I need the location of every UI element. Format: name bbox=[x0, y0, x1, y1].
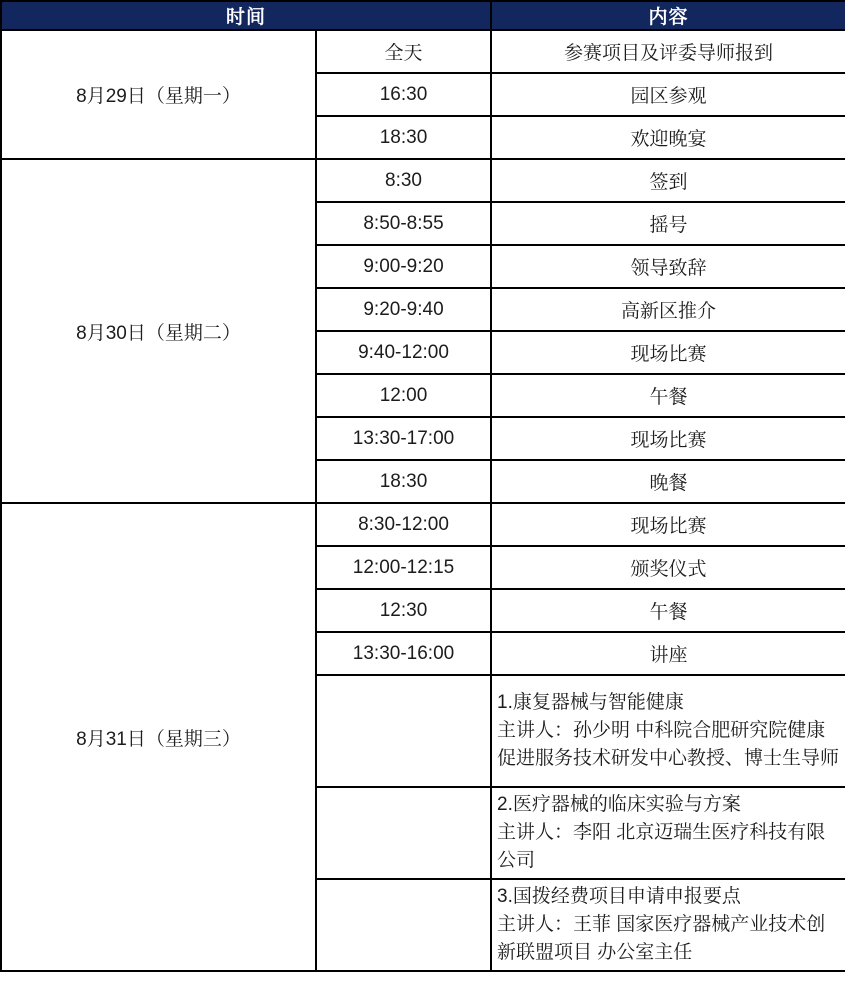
header-row bbox=[1, 1, 845, 30]
time-cell: 12:00-12:15 bbox=[316, 546, 491, 589]
lecture-speaker: 主讲人：王菲 国家医疗器械产业技术创新联盟项目 办公室主任 bbox=[497, 914, 826, 963]
time-cell: 9:00-9:20 bbox=[316, 245, 491, 288]
time-cell: 18:30 bbox=[316, 116, 491, 159]
content-cell: 高新区推介 bbox=[491, 288, 845, 331]
content-cell: 午餐 bbox=[491, 374, 845, 417]
schedule-table-body bbox=[1, 30, 845, 971]
lecture-cell bbox=[491, 879, 845, 971]
table-row bbox=[1, 30, 845, 73]
time-cell: 全天 bbox=[316, 30, 491, 73]
header-cell-time: 时间 bbox=[1, 1, 491, 30]
table-row bbox=[1, 159, 845, 202]
lecture-speaker: 主讲人：孙少明 中科院合肥研究院健康促进服务技术研发中心教授、博士生导师 bbox=[497, 720, 840, 769]
content-cell: 摇号 bbox=[491, 202, 845, 245]
content-cell: 签到 bbox=[491, 159, 845, 202]
time-cell: 9:40-12:00 bbox=[316, 331, 491, 374]
time-cell: 13:30-16:00 bbox=[316, 632, 491, 675]
lecture-title: 1.康复器械与智能健康 bbox=[497, 692, 684, 713]
header-cell-content: 内容 bbox=[491, 1, 845, 30]
time-cell: 18:30 bbox=[316, 460, 491, 503]
content-cell: 午餐 bbox=[491, 589, 845, 632]
content-cell: 参赛项目及评委导师报到 bbox=[491, 30, 845, 73]
lecture-cell bbox=[491, 675, 845, 787]
table-row bbox=[1, 503, 845, 546]
lecture-cell bbox=[491, 787, 845, 879]
content-cell: 晚餐 bbox=[491, 460, 845, 503]
content-cell: 现场比赛 bbox=[491, 503, 845, 546]
time-cell: 13:30-17:00 bbox=[316, 417, 491, 460]
date-cell-aug30: 8月30日（星期二） bbox=[1, 159, 316, 503]
lecture-speaker: 主讲人：李阳 北京迈瑞生医疗科技有限公司 bbox=[497, 822, 826, 871]
time-cell: 8:30-12:00 bbox=[316, 503, 491, 546]
content-cell: 讲座 bbox=[491, 632, 845, 675]
content-cell: 现场比赛 bbox=[491, 331, 845, 374]
time-cell-empty bbox=[316, 879, 491, 971]
time-cell: 9:20-9:40 bbox=[316, 288, 491, 331]
lecture-title: 2.医疗器械的临床实验与方案 bbox=[497, 794, 741, 815]
lecture-title: 3.国拨经费项目申请申报要点 bbox=[497, 886, 741, 907]
time-cell-empty bbox=[316, 675, 491, 787]
time-cell: 16:30 bbox=[316, 73, 491, 116]
content-cell: 现场比赛 bbox=[491, 417, 845, 460]
content-cell: 园区参观 bbox=[491, 73, 845, 116]
content-cell: 颁奖仪式 bbox=[491, 546, 845, 589]
time-cell-empty bbox=[316, 787, 491, 879]
schedule-table-header bbox=[1, 1, 845, 30]
content-cell: 欢迎晚宴 bbox=[491, 116, 845, 159]
time-cell: 8:30 bbox=[316, 159, 491, 202]
time-cell: 8:50-8:55 bbox=[316, 202, 491, 245]
date-cell-aug31: 8月31日（星期三） bbox=[1, 503, 316, 971]
time-cell: 12:00 bbox=[316, 374, 491, 417]
content-cell: 领导致辞 bbox=[491, 245, 845, 288]
time-cell: 12:30 bbox=[316, 589, 491, 632]
date-cell-aug29: 8月29日（星期一） bbox=[1, 30, 316, 159]
